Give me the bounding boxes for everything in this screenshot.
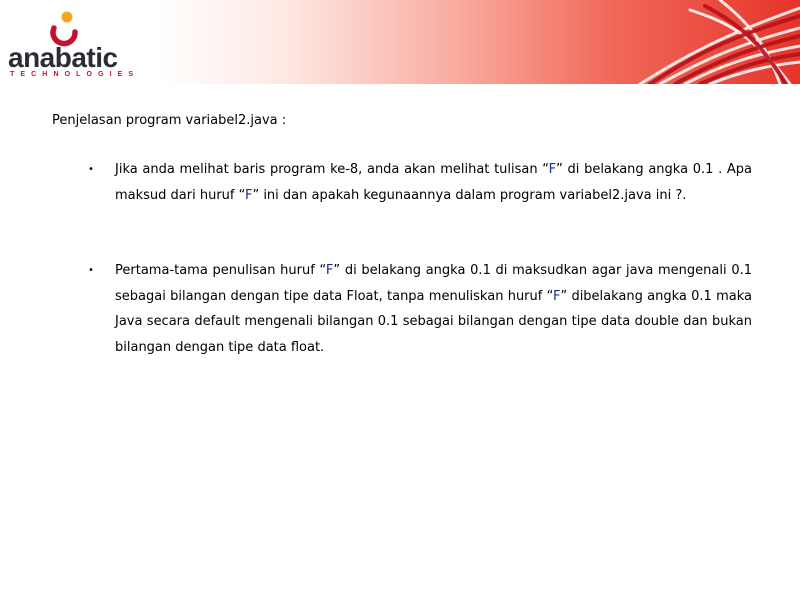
bullet-question [88, 157, 752, 208]
bullet-text: Pertama-tama penulisan huruf “ [115, 263, 326, 278]
bullet-text: ” dibelakang angka 0.1 maka Java secara default mengenali bilangan 0.1 sebagai bilangan dengan tipe data double dan bukan bilangan dengan tipe data float. [115, 288, 752, 355]
page-heading: Penjelasan program variabel2.java : [52, 113, 287, 128]
bullet-answer [88, 258, 752, 360]
highlighted-letter: F [548, 162, 557, 177]
bullet-text: ” ini dan apakah kegunaannya dalam program variabel2.java ini ?. [252, 187, 687, 203]
bullet-text: ” di belakang angka 0.1 . Apa maksud dari huruf “ [115, 162, 753, 203]
highlighted-letter: F [325, 263, 334, 278]
highlighted-letter: F [244, 187, 253, 203]
bullet-text: Jika anda melihat baris program ke-8, anda akan melihat tulisan “ [115, 162, 549, 177]
logo-tagline: TECHNOLOGIES [10, 71, 140, 78]
decorative-ribbons [630, 0, 800, 84]
company-logo [8, 10, 140, 82]
highlighted-letter: F [552, 288, 561, 304]
bullet-list [88, 157, 752, 360]
bullet-text: ” di belakang angka 0.1 di maksudkan agar java mengenali 0.1 sebagai bilangan dengan tipe data Float, tanpa menuliskan huruf “ [115, 263, 752, 304]
bullet-icon: • [88, 265, 94, 276]
logo-wordmark: anabatic [8, 42, 118, 73]
bullet-icon: • [88, 164, 94, 175]
